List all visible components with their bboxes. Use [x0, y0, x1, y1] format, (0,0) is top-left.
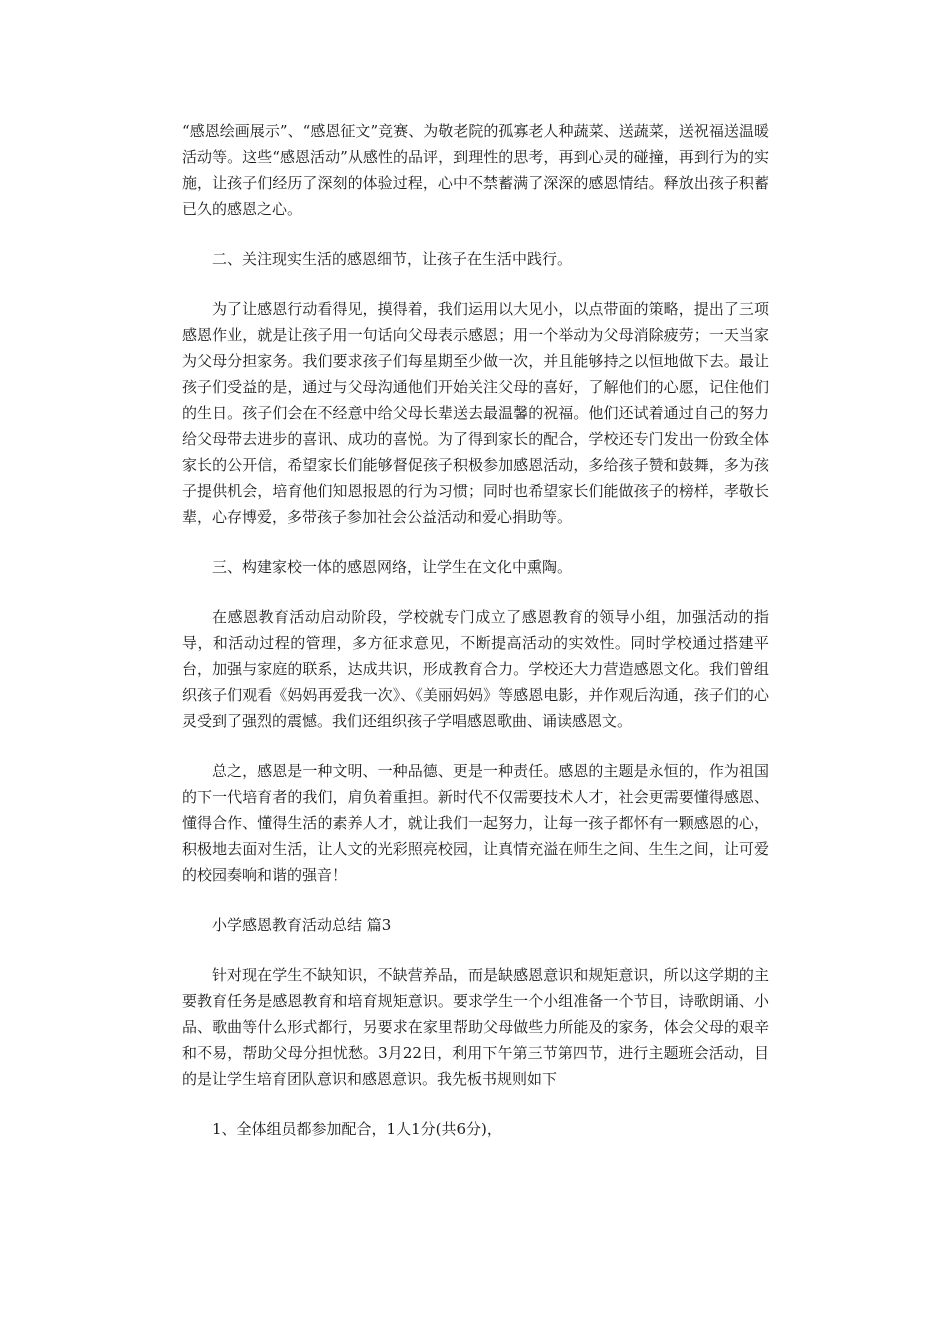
paragraph-section-3: 在感恩教育活动启动阶段，学校就专门成立了感恩教育的领导小组，加强活动的指导，和活动过程的管理，多方征求意见，不断提高活动的实效性。同时学校通过搭建平台，加强与家庭的联系，达成共识，形成教育合力。学校还大力营造感恩文化。我们曾组织孩子们观看《妈妈再爱我一次》、《美丽妈妈》等感恩电影，并作观后沟通，孩子们的心灵受到了强烈的震憾。我们还组织孩子学唱感恩歌曲、诵读感恩文。 — [182, 608, 769, 730]
section-heading-2: 二、关注现实生活的感恩细节，让孩子在生活中践行。 — [212, 250, 573, 268]
section-heading-3: 三、构建家校一体的感恩网络，让学生在文化中熏陶。 — [212, 558, 573, 576]
paragraph-conclusion: 总之，感恩是一种文明、一种品德、更是一种责任。感恩的主题是永恒的，作为祖国的下一代培育者的我们，肩负着重担。新时代不仅需要技术人才，社会更需要懂得感恩、懂得合作、懂得生活的素养人才，就让我们一起努力，让每一孩子都怀有一颗感恩的心，积极地去面对生活，让人文的光彩照亮校园，让真情充溢在师生之间、生生之间，让可爱的校园奏响和谐的强音！ — [182, 762, 769, 884]
paragraph-intro: “感恩绘画展示”、“感恩征文”竞赛、为敬老院的孤寡老人种蔬菜、送蔬菜，送祝福送温暖活动等。这些“感恩活动”从感性的品评，到理性的思考，再到心灵的碰撞，再到行为的实施，让孩子们经历了深刻的体验过程，心中不禁蓄满了深深的感恩情结。释放出孩子积蓄已久的感恩之心。 — [182, 122, 769, 218]
paragraph-section-2: 为了让感恩行动看得见，摸得着，我们运用以大见小，以点带面的策略，提出了三项感恩作业，就是让孩子用一句话向父母表示感恩；用一个举动为父母消除疲劳；一天当家为父母分担家务。我们要求孩子们每星期至少做一次，并且能够持之以恒地做下去。最让孩子们受益的是，通过与父母沟通他们开始关注父母的喜好，了解他们的心愿，记住他们的生日。孩子们会在不经意中给父母长辈送去最温馨的祝福。他们还试着通过自己的努力给父母带去进步的喜讯、成功的喜悦。为了得到家长的配合，学校还专门发出一份致全体家长的公开信，希望家长们能够督促孩子积极参加感恩活动，多给孩子赞和鼓舞，多为孩子提供机会，培育他们知恩报恩的行为习惯；同时也希望家长们能做孩子的榜样，孝敬长辈，心存博爱，多带孩子参加社会公益活动和爱心捐助等。 — [182, 300, 769, 526]
article-title-part-3: 小学感恩教育活动总结 篇3 — [212, 916, 392, 934]
paragraph-part-3-intro: 针对现在学生不缺知识，不缺营养品，而是缺感恩意识和规矩意识，所以这学期的主要教育任务是感恩教育和培育规矩意识。要求学生一个小组准备一个节目，诗歌朗诵、小品、歌曲等什么形式都行，另要求在家里帮助父母做些力所能及的家务，体会父母的艰辛和不易，帮助父母分担忧愁。3月22日，利用下午第三节第四节，进行主题班会活动，目的是让学生培育团队意识和感恩意识。我先板书规则如下 — [182, 966, 769, 1088]
rule-item-1: 1、全体组员都参加配合，1人1分(共6分)， — [212, 1120, 502, 1138]
document-page — [182, 118, 769, 1142]
